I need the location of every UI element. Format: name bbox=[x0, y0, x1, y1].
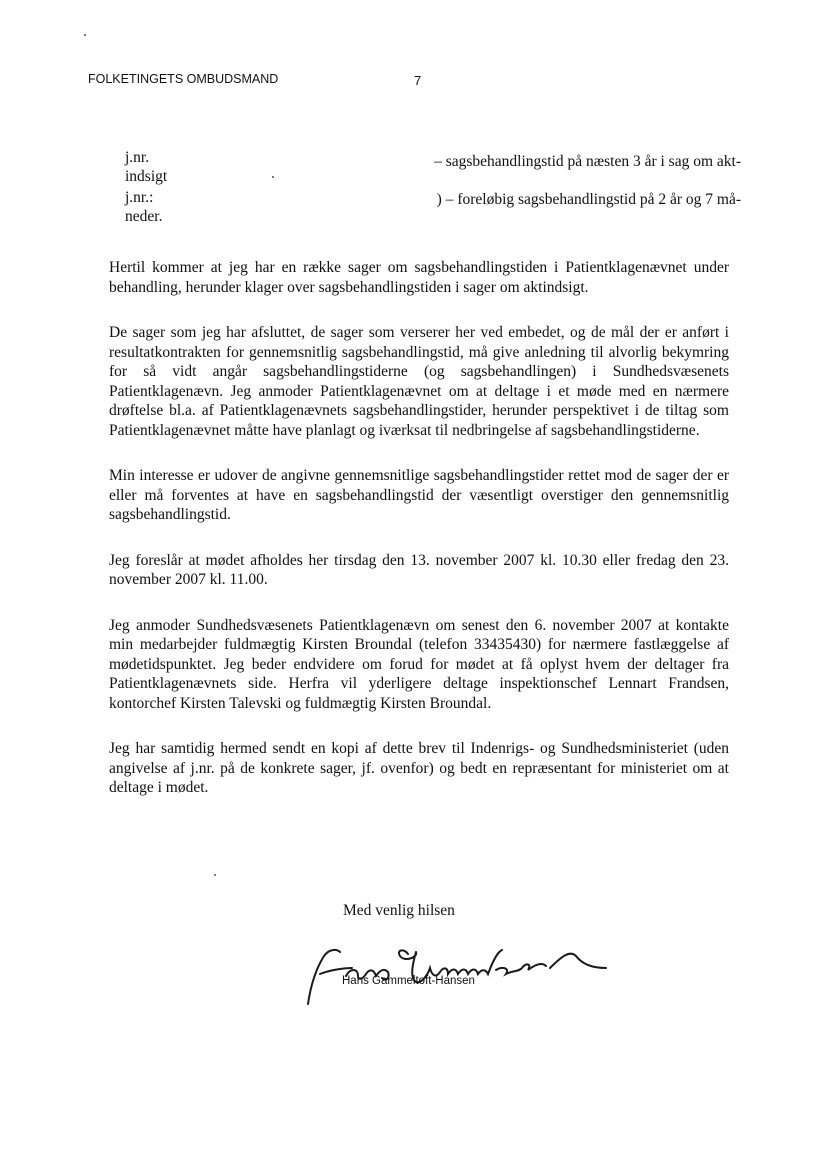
case-references bbox=[125, 148, 745, 228]
header-organization: FOLKETINGETS OMBUDSMAND bbox=[88, 72, 279, 86]
reference-row bbox=[125, 148, 745, 188]
reference-row bbox=[125, 188, 745, 228]
signer-name: Hans Gammeltoft-Hansen bbox=[342, 975, 475, 987]
reference-id: j.nr.: bbox=[125, 189, 154, 206]
scan-speck bbox=[214, 874, 216, 876]
reference-id: j.nr. bbox=[125, 149, 150, 166]
paragraph: De sager som jeg har afsluttet, de sager som verserer her ved embedet, og de mål der er anført i resultatkontrakten for gennemsnitlig sagsbehandlingstid, må give anledning til alvorlig bekymring for så vidt angår sagsbehandlingstiderne (og sagsbehandlingen) i Sundhedsvæsenets Patientklagenævn. Jeg anmoder Patientklagenævnet om at deltage i et møde med en nærmere drøftelse bl.a. af Patientklagenævnets sagsbehandlingstider, herunder perspektivet i de tiltag som Patientklagenævnet måtte have planlagt og iværksat til nedbringelse af sagsbehandlingstiderne. bbox=[109, 324, 729, 439]
reference-continuation: indsigt bbox=[125, 168, 168, 185]
scan-speck bbox=[84, 34, 86, 36]
reference-text: ) – foreløbig sagsbehandlingstid på 2 år og 7 må- bbox=[436, 191, 741, 208]
paragraph: Hertil kommer at jeg har en række sager om sagsbehandlingstiden i Patientklagenævnet under behandling, herunder klager over sagsbehandlingstiden i sager om aktindsigt. bbox=[109, 259, 729, 296]
page-number: 7 bbox=[414, 73, 422, 88]
closing-salutation: Med venlig hilsen bbox=[343, 902, 455, 919]
paragraph: Jeg har samtidig hermed sendt en kopi af dette brev til Indenrigs- og Sundhedsministeriet (uden angivelse af j.nr. på de konkrete sager, jf. ovenfor) og bedt en repræsentant for ministeriet om at deltage i mødet. bbox=[109, 740, 729, 796]
reference-continuation: neder. bbox=[125, 208, 163, 225]
paragraph: Min interesse er udover de angivne gennemsnitlige sagsbehandlingstider rettet mod de sager der er eller må forventes at have en sagsbehandlingstid der væsentligt overstiger den gennemsnitlig sagsbehandlingstid. bbox=[109, 467, 729, 523]
paragraph: Jeg foreslår at mødet afholdes her tirsdag den 13. november 2007 kl. 10.30 eller fredag den 23. november 2007 kl. 11.00. bbox=[109, 551, 729, 588]
scan-speck bbox=[272, 176, 274, 178]
handwritten-signature bbox=[300, 938, 610, 1008]
letter-body bbox=[109, 258, 729, 824]
reference-text: – sagsbehandlingstid på næsten 3 år i sag om akt- bbox=[434, 153, 741, 170]
paragraph: Jeg anmoder Sundhedsvæsenets Patientklagenævn om senest den 6. november 2007 at kontakte min medarbejder fuldmægtig Kirsten Broundal (telefon 33435430) for nærmere fastlæggelse af mødetidspunktet. Jeg beder endvidere om forud for mødet at få oplyst hvem der deltager fra Patientklagenævnets side. Herfra vil yderligere deltage inspektionschef Lennart Frandsen, kontorchef Kirsten Talevski og fuldmægtig Kirsten Broundal. bbox=[109, 616, 729, 712]
